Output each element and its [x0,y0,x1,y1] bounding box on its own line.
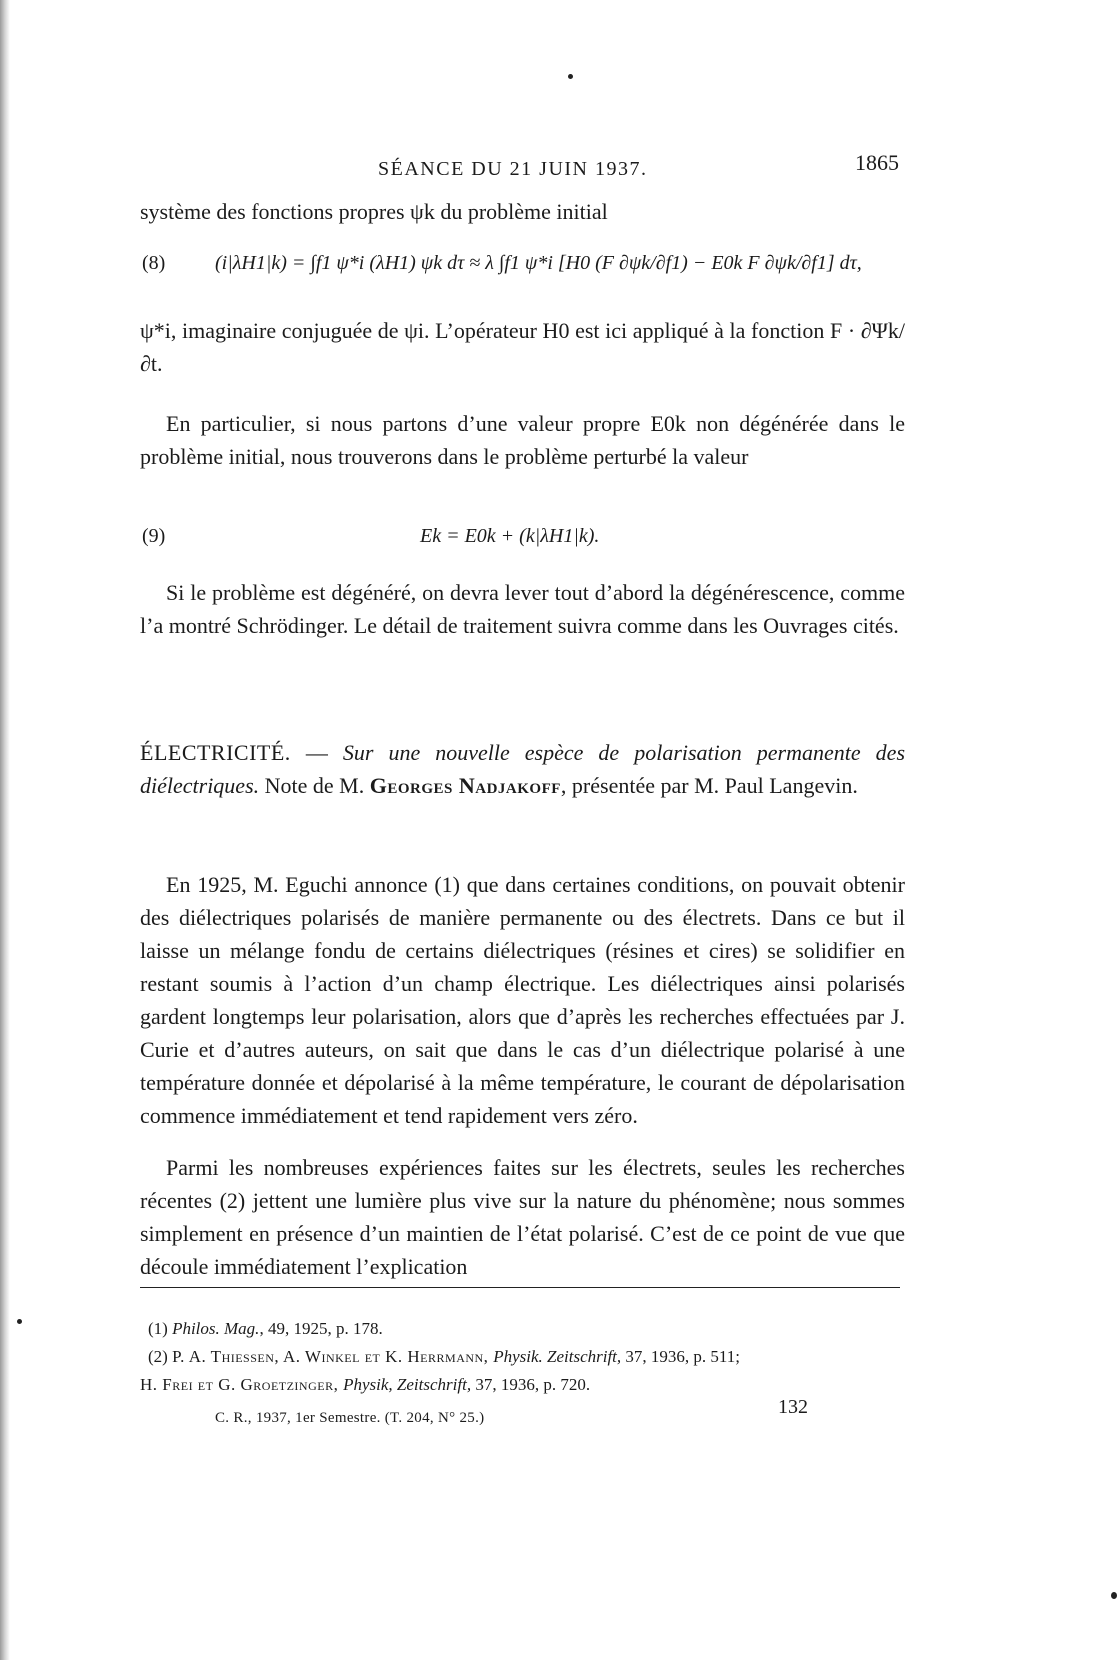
page-number: 1865 [855,150,899,175]
footnote-authors: P. A. Thiessen, A. Winkel et K. Herrmann, [172,1347,494,1366]
para-eguchi-block [140,868,905,1132]
footnote-mark: (1) [148,1319,168,1338]
footnote-rule [140,1287,900,1288]
para-parmi: Parmi les nombreuses expériences faites sur les électrets, seules les recherches récentes (2) jettent une lumière plus vive sur la nature du phénomène; nous sommes simplement en présence d’un maintien de l’état polarisé. C’est de ce point de vue que découle immédiatement l’explication [140,1155,905,1279]
section-heading [140,736,905,802]
footnote-mark: (2) [148,1347,168,1366]
para-after-equation-8: ψ*i, imaginaire conjuguée de ψi. L’opérateur H0 est ici appliqué à la fonction F · ∂Ψk/∂t. [140,318,905,376]
footnote-rest: , 49, 1925, p. 178. [259,1319,383,1338]
equation-body: (i|λH1|k) = ∫f1 ψ*i (λH1) ψk dτ ≈ λ ∫f1 ψ*i [H0 (F ∂ψk/∂f1) − E0k F ∂ψk/∂f1] dτ, [215,252,862,274]
equation-body: Ek = E0k + (k|λH1|k). [420,525,600,547]
ink-speck [1111,1592,1117,1599]
footnote-rest: 37, 1936, p. 511; [621,1347,740,1366]
footnote-journal: Physik, Zeitschrift, [343,1375,472,1394]
equation-number: (8) [142,252,166,274]
para-particular-block [140,407,905,473]
para-degenerate: Si le problème est dégénéré, on devra lever tout d’abord la dégénérescence, comme l’a montré Schrödinger. Le détail de traitement suivra comme dans les Ouvrages cités. [140,580,905,638]
scan-edge [0,0,10,1660]
footnote-journal: Philos. Mag. [172,1319,260,1338]
section-title: Sur une nouvelle espèce de polarisation permanente des diélectriques. [140,740,906,798]
footnotes [140,1315,910,1399]
footnote-1 [140,1315,910,1343]
para-after-8-block [140,314,905,380]
section-note-prefix: Note de M. [259,773,370,798]
running-title: SÉANCE DU 21 JUIN 1937. [378,158,648,180]
section-dash: — [290,740,343,765]
para-eguchi: En 1925, M. Eguchi annonce (1) que dans certaines conditions, on pouvait obtenir des diélectriques polarisés de manière permanente ou des électrets. Dans ce but il laisse un mélange fondu de certains diélectriques (résines et cires) se solidifier en restant soumis à l’action d’un champ électrique. Les diélectriques ainsi polarisés gardent longtemps leur polarisation, alors que d’après les recherches effectuées par J. Curie et d’autres auteurs, on sait que dans le cas d’un diélectrique polarisé à une température donnée et dépolarisé à la même température, le courant de dépolarisation commence immédiatement et tend rapidement vers zéro. [140,872,905,1128]
ink-speck [568,74,573,79]
para-parmi-block [140,1151,905,1283]
intro-line: système des fonctions propres ψk du problème initial [140,199,608,224]
footnote-rest: 37, 1936, p. 720. [471,1375,591,1394]
signature-line: C. R., 1937, 1er Semestre. (T. 204, N° 25.) [215,1410,485,1426]
equation-number: (9) [142,525,166,547]
section-presented: , présentée par M. Paul Langevin. [560,773,858,798]
section-author: Georges Nadjakoff [369,773,561,798]
ink-speck [17,1319,22,1324]
para-particular: En particulier, si nous partons d’une valeur propre E0k non dégénérée dans le problème initial, nous trouverons dans le problème perturbé la valeur [140,411,905,469]
para-degenerate-block [140,576,905,642]
footnote-2 [140,1343,910,1371]
footnote-authors: H. Frei et G. Groetzinger, [140,1375,344,1394]
running-head [0,150,1119,188]
footnote-2-continued [140,1371,910,1399]
intro-block [140,195,905,228]
equation-9 [140,525,905,565]
section-rubric: ÉLECTRICITÉ. [140,740,291,765]
equation-8 [140,252,905,292]
signature-number: 132 [778,1396,808,1418]
footnote-journal: Physik. Zeitschrift, [493,1347,622,1366]
